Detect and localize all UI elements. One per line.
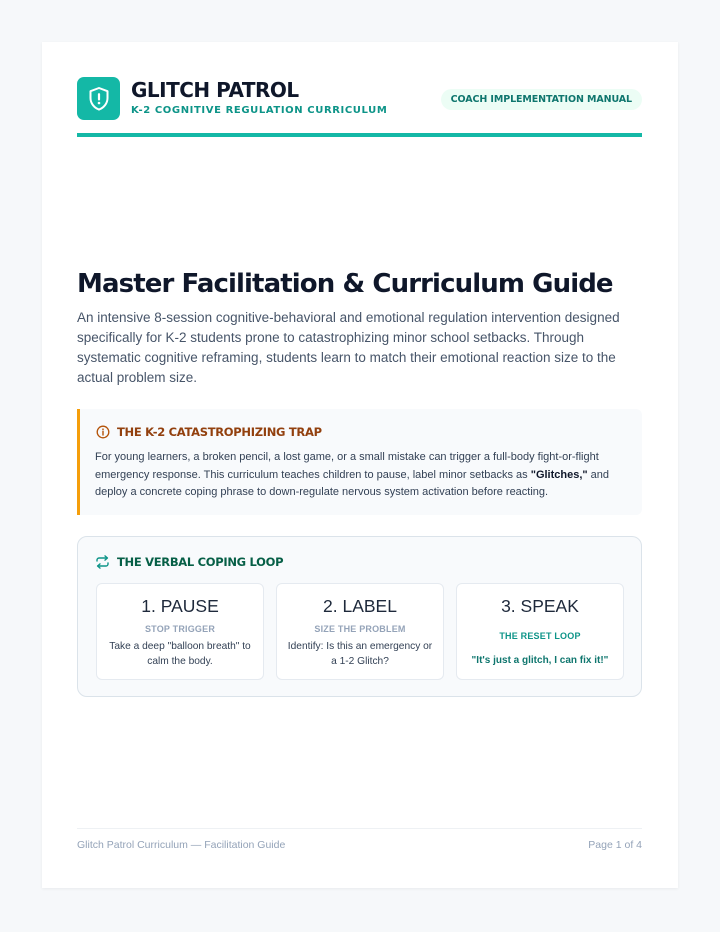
page-title: Master Facilitation & Curriculum Guide — [77, 269, 613, 299]
brand-subtitle: K-2 COGNITIVE REGULATION CURRICULUM — [131, 105, 388, 116]
step-card-speak — [456, 583, 624, 680]
step-tag: SIZE THE PROBLEM — [314, 624, 406, 634]
step-description: Take a deep "balloon breath" to calm the body. — [109, 641, 251, 667]
brand-logo — [77, 77, 120, 120]
loop-header — [95, 555, 283, 569]
callout-header — [96, 425, 322, 439]
loop-title: THE VERBAL COPING LOOP — [117, 555, 284, 569]
callout-body — [95, 449, 635, 502]
catastrophizing-callout — [77, 409, 642, 515]
manual-badge: COACH IMPLEMENTATION MANUAL — [441, 89, 642, 110]
document-header — [77, 77, 642, 137]
step-tag: THE RESET LOOP — [499, 631, 581, 641]
step-tag: STOP TRIGGER — [144, 624, 216, 634]
brand-title: GLITCH PATROL — [131, 78, 299, 102]
coping-loop-panel — [77, 536, 642, 697]
callout-body-tail: and deploy a concrete coping phrase to down-regulate nervous system activation before reacting. — [95, 468, 610, 498]
callout-body-emphasis: "Glitches," — [530, 468, 588, 481]
callout-body-lead: For young learners, a broken pencil, a lost game, or a small mistake can trigger a full-body fight-or-flight emergency response. This curriculum teaches children to pause, label minor setbacks as — [95, 451, 599, 481]
shield-alert-icon — [87, 86, 111, 112]
document-page — [42, 42, 678, 888]
page-number: Page 1 of 4 — [588, 839, 642, 851]
step-name: 2. LABEL — [323, 596, 397, 616]
step-description: "It's just a glitch, I can fix it!" — [471, 655, 609, 666]
step-card-pause — [96, 583, 264, 680]
step-name: 3. SPEAK — [501, 596, 579, 616]
footer-doc-title: Glitch Patrol Curriculum — Facilitation Guide — [77, 839, 286, 851]
info-circle-icon — [96, 425, 110, 439]
step-card-label — [276, 583, 444, 680]
callout-title: THE K-2 CATASTROPHIZING TRAP — [117, 425, 322, 439]
header-divider — [77, 133, 642, 137]
step-name: 1. PAUSE — [141, 596, 219, 616]
repeat-arrows-icon — [95, 555, 110, 569]
footer-divider — [77, 828, 642, 829]
step-description: Identify: Is this an emergency or a 1-2 Glitch? — [287, 641, 433, 667]
intro-paragraph: An intensive 8-session cognitive-behavioral and emotional regulation intervention designed specifically for K-2 students prone to catastrophizing minor school setbacks. Through systematic cognitive reframing, students learn to match their emotional reaction size to the actual problem size. — [77, 310, 620, 385]
